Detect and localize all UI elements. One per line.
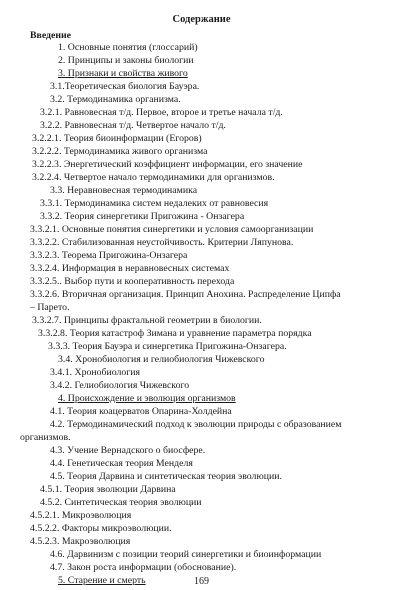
toc-entry: 4.2. Термодинамический подход к эволюции природы с образованием [50,419,342,430]
toc-entry-continuation: – Парето. [30,302,70,313]
toc-entry: 3.2. Термодинамика организма. [50,94,181,105]
toc-entry: 3.3.2.3. Теорема Пригожина-Онзагера [30,250,188,261]
toc-entry: 1. Основные понятия (глоссарий) [58,42,198,53]
toc-entry: 3.3.2. Теория синергетики Пригожина - Онзагера [40,211,245,222]
toc-entry: 4.6. Дарвинизм с позиции теорий синергетики и биоинформации [50,549,322,560]
toc-entry: 3.3.2.1. Основные понятия синергетики и условия самоорганизации [30,224,314,235]
toc-entry: 4.5.2.2. Факторы микроэволюции. [30,523,172,534]
toc-entry: 3.2.2.3. Энергетический коэффициент информации, его значение [32,159,303,170]
toc-entry-section-3: 3. Признаки и свойства живого [58,68,188,79]
toc-entry: 3.3.1. Термодинамика систем недалеких от равновесия [40,198,269,209]
page-number: 169 [194,576,209,587]
toc-entry: 3.3. Неравновесная термодинамика [50,185,198,196]
toc-entry: 3.2.1. Равновесная т/д. Первое, второе и третье начала т/д. [40,107,283,118]
toc-entry: 3.3.2.5.. Выбор пути и кооперативность перехода [30,276,235,287]
toc-entry: 3.4.2. Гелиобиология Чижевского [50,380,190,391]
toc-entry: 4.5.2.3. Макроэволюция [30,536,131,547]
toc-entry: 3.2.2.2. Термодинамика живого организма [32,146,208,157]
toc-entry-continuation: организмов. [20,432,71,443]
toc-entry: 3.2.2.1. Теория биоинформации (Егоров) [32,133,202,144]
toc-entry: 3.2.2.4. Четвертое начало термодинамики для организмов. [32,172,275,183]
toc-entry: 3.1.Теоретическая биология Бауэра. [50,81,200,92]
toc-title: Содержание [172,14,231,25]
toc-entry: 3.3.3. Теория Бауэра и синергетика Пригожина-Онзагера. [48,341,287,352]
toc-entry-intro: Введение [30,30,71,41]
toc-entry: 4.5.1. Теория эволюции Дарвина [40,484,176,495]
toc-entry: 4.5.2.1. Микроэволюция [30,510,132,521]
toc-entry: 3.3.2.4. Информация в неравновесных системах [30,263,230,274]
toc-entry: 3.3.2.7. Принципы фрактальной геометрии в биологии. [32,315,262,326]
toc-entry: 3.2.2. Равновесная т/д. Четвертое начало т/д. [40,120,226,131]
toc-entry-section-5: 5. Старение и смерть [58,575,146,586]
toc-entry-section-4: 4. Происхождение и эволюция организмов [58,393,236,404]
toc-entry: 4.4. Генетическая теория Менделя [50,458,193,469]
toc-entry: 3.3.2.8. Теория катастроф Зимана и уравнение параметра порядка [38,328,312,339]
toc-entry: 3.4. Хронобиология и гелиобиология Чижевского [58,354,265,365]
toc-entry: 4.5. Теория Дарвина и синтетическая теория эволюции. [50,471,282,482]
toc-entry: 4.3. Учение Вернадского о биосфере. [50,445,206,456]
toc-entry: 4.7. Закон роста информации (обоснование). [50,562,237,573]
toc-entry: 3.3.2.2. Стабилизованная неустойчивость. Критерии Ляпунова. [30,237,294,248]
toc-entry: 4.1. Теория коацерватов Опарина-Холдейна [50,406,232,417]
toc-entry: 3.4.1. Хронобиология [50,367,141,378]
toc-entry: 3.3.2.6. Вторичная организация. Принцип Анохина. Распределение Ципфа [30,289,341,300]
toc-entry: 4.5.2. Синтетическая теория эволюции [40,497,202,508]
toc-entry: 2. Принципы и законы биологии [58,55,194,66]
